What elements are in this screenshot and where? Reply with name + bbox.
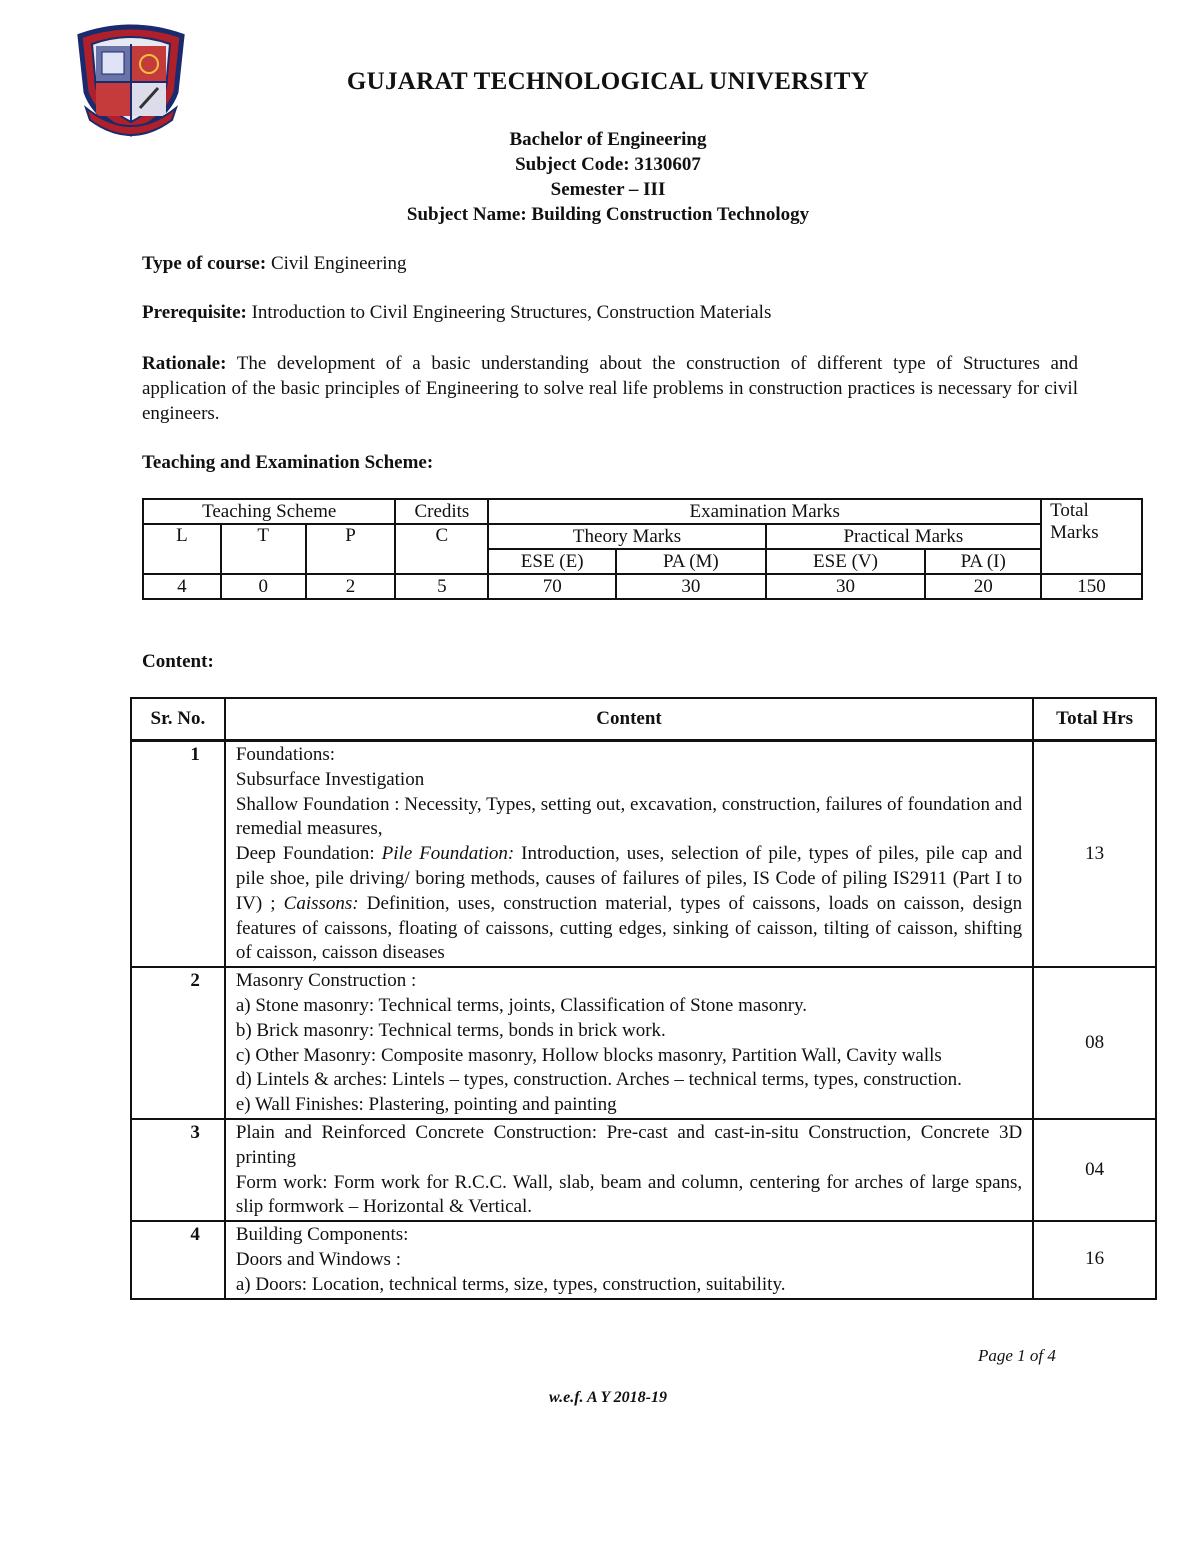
table-row xyxy=(131,967,1156,1119)
total-hrs: 04 xyxy=(1033,1119,1156,1221)
l-value: 4 xyxy=(143,574,221,599)
total-hrs-header: Total Hrs xyxy=(1033,698,1156,741)
subject-name: Subject Name: Building Construction Technology xyxy=(406,204,810,225)
practical-marks-header: Practical Marks xyxy=(766,524,1041,549)
p-value: 2 xyxy=(306,574,396,599)
total-value: 150 xyxy=(1041,574,1142,599)
p-header: P xyxy=(306,524,396,574)
university-title: GUJARAT TECHNOLOGICAL UNIVERSITY xyxy=(346,68,870,95)
semester: Semester – III xyxy=(550,179,666,200)
wef-note: w.e.f. A Y 2018-19 xyxy=(549,1389,667,1406)
scheme-values-row xyxy=(143,574,1142,599)
table-row xyxy=(131,741,1156,968)
ese-v-header: ESE (V) xyxy=(766,549,926,574)
content-cell: Foundations: Subsurface Investigation Shallow Foundation : Necessity, Types, setting out, excavation, construction, failures of foundation and remedial measures, Deep Foundation: Pile Foundation: Introduction, uses, selection of pile, types of piles, pile cap and pile shoe, pile driving/ boring methods, causes of failures of piles, IS Code of piling IS2911 (Part I to IV) ; Caissons: Definition, uses, construction material, types of caissons, loads on caisson, design features of caissons, floating of caissons, cutting edges, sinking of caisson, tilting of caisson, shifting of caisson, caisson diseases xyxy=(225,741,1033,968)
credits-header: Credits xyxy=(395,499,488,524)
sr-no: 3 xyxy=(131,1119,225,1221)
content-cell: Building Components: Doors and Windows : a) Doors: Location, technical terms, size, types, construction, suitability. xyxy=(225,1221,1033,1298)
t-value: 0 xyxy=(221,574,306,599)
prereq-value: Introduction to Civil Engineering Structures, Construction Materials xyxy=(251,302,772,323)
pa-m-value: 30 xyxy=(616,574,766,599)
content-cell: Masonry Construction : a) Stone masonry: Technical terms, joints, Classification of Stone masonry. b) Brick masonry: Technical terms, bonds in brick work. c) Other Masonry: Composite masonry, Hollow blocks masonry, Partition Wall, Cavity walls d) Lintels & arches: Lintels – types, construction. Arches – technical terms, types, construction. e) Wall Finishes: Plastering, pointing and painting xyxy=(225,967,1033,1119)
content-cell: Plain and Reinforced Concrete Construction: Pre-cast and cast-in-situ Construction, Concrete 3D printing Form work: Form work for R.C.C. Wall, slab, beam and column, centering for arches of large spans, slip formwork – Horizontal & Vertical. xyxy=(225,1119,1033,1221)
rationale xyxy=(142,351,1078,426)
scheme-table xyxy=(142,498,1143,600)
c-value: 5 xyxy=(395,574,488,599)
prereq-label: Prerequisite: xyxy=(142,302,247,323)
type-of-course xyxy=(142,251,1082,276)
content-heading: Content: xyxy=(142,651,214,672)
sr-no: 2 xyxy=(131,967,225,1119)
total-hrs: 16 xyxy=(1033,1221,1156,1298)
teaching-scheme-header: Teaching Scheme xyxy=(143,499,395,524)
sr-no: 1 xyxy=(131,741,225,968)
total-hrs: 13 xyxy=(1033,741,1156,968)
ese-e-header: ESE (E) xyxy=(488,549,616,574)
exam-marks-header: Examination Marks xyxy=(488,499,1041,524)
content-header: Content xyxy=(225,698,1033,741)
l-header: L xyxy=(143,524,221,574)
scheme-heading: Teaching and Examination Scheme: xyxy=(142,452,434,473)
rationale-label: Rationale: xyxy=(142,353,227,374)
pa-i-value: 20 xyxy=(925,574,1041,599)
pa-m-header: PA (M) xyxy=(616,549,766,574)
page-number: Page 1 of 4 xyxy=(978,1346,1056,1365)
table-row xyxy=(131,1119,1156,1221)
pa-i-header: PA (I) xyxy=(925,549,1041,574)
prerequisite xyxy=(142,300,1082,325)
type-label: Type of course: xyxy=(142,253,267,274)
table-row xyxy=(131,1221,1156,1298)
sr-no: 4 xyxy=(131,1221,225,1298)
rationale-value: The development of a basic understanding about the construction of different type of Structures and application of the basic principles of Engineering to solve real life problems in construction practices is necessary for civil engineers. xyxy=(142,353,1078,424)
sr-no-header: Sr. No. xyxy=(131,698,225,741)
course-header xyxy=(0,127,1200,227)
total-marks-header: Total Marks xyxy=(1041,499,1142,574)
ese-v-value: 30 xyxy=(766,574,926,599)
degree: Bachelor of Engineering xyxy=(509,129,707,150)
type-value: Civil Engineering xyxy=(270,253,407,274)
content-table xyxy=(130,697,1157,1300)
subject-code: Subject Code: 3130607 xyxy=(515,154,701,175)
total-hrs: 08 xyxy=(1033,967,1156,1119)
theory-marks-header: Theory Marks xyxy=(488,524,765,549)
t-header: T xyxy=(221,524,306,574)
c-header: C xyxy=(395,524,488,574)
ese-e-value: 70 xyxy=(488,574,616,599)
